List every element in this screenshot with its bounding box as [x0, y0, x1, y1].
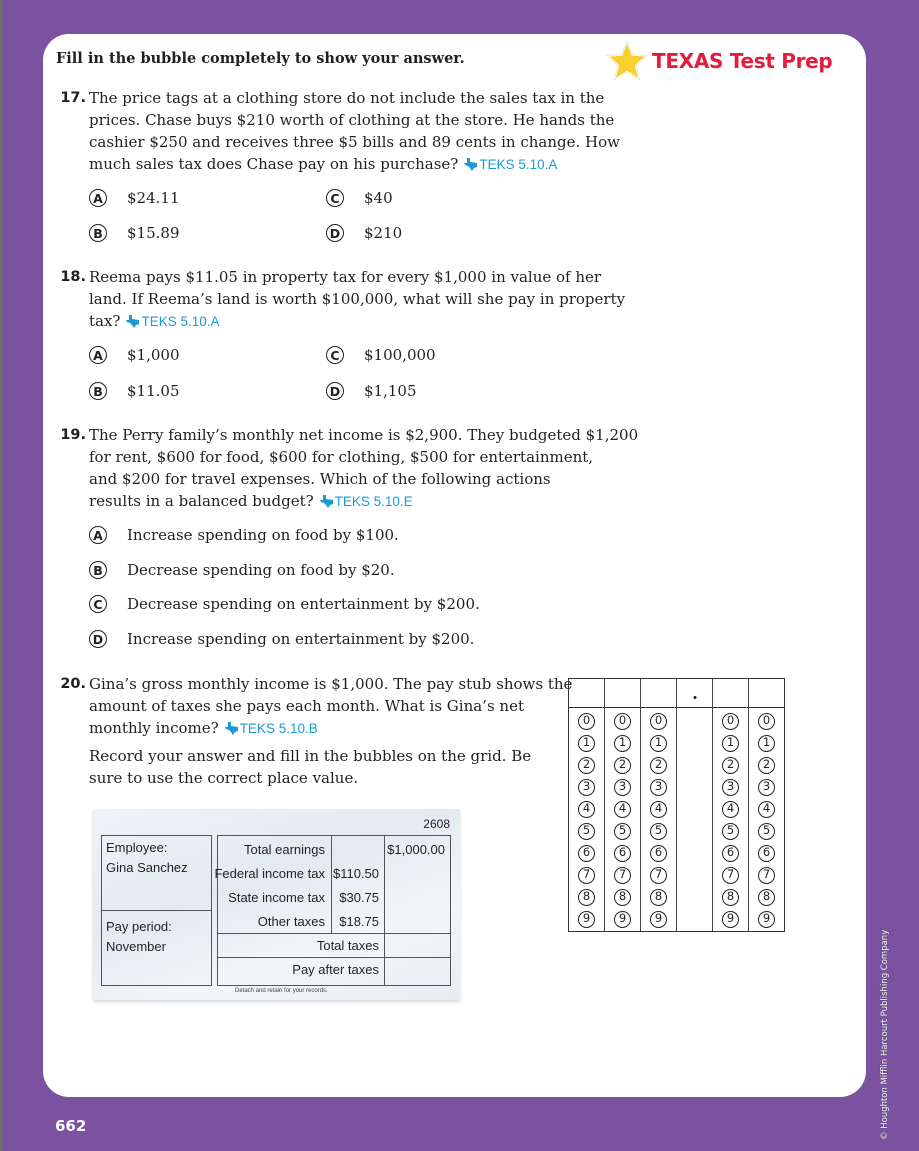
- grid-column-2: [641, 679, 677, 931]
- digit-bubble-4[interactable]: 4: [650, 801, 667, 818]
- option-17-b[interactable]: B $15.89: [89, 224, 180, 242]
- digit-bubble-1[interactable]: 1: [578, 735, 595, 752]
- grid-entry-box[interactable]: [677, 679, 712, 708]
- digit-bubble-4[interactable]: 4: [722, 801, 739, 818]
- question-text: The price tags at a clothing store do not include the sales tax in the prices. Chase buys $210 worth of clothing at the store. He hands the cashier $250 and receives three $5 bills and 89 cents in change. How much sales tax does Chase pay on his purchase? TEKS 5.10.A: [89, 89, 620, 173]
- question-number: 19.: [60, 427, 86, 443]
- grid-column-0: [569, 679, 605, 931]
- digit-bubble-1[interactable]: 1: [614, 735, 631, 752]
- question-number: 18.: [60, 269, 86, 285]
- option-19-d[interactable]: D Increase spending on entertainment by $200.: [89, 630, 474, 648]
- grid-column-5: [749, 679, 784, 931]
- digit-bubble-7[interactable]: 7: [758, 867, 775, 884]
- bubble-b[interactable]: B: [89, 382, 107, 400]
- bubble-c[interactable]: C: [326, 189, 344, 207]
- digit-bubble-9[interactable]: 9: [650, 911, 667, 928]
- bubble-a[interactable]: A: [89, 189, 107, 207]
- digit-bubble-6[interactable]: 6: [578, 845, 595, 862]
- digit-bubble-5[interactable]: 5: [722, 823, 739, 840]
- digit-bubble-8[interactable]: 8: [650, 889, 667, 906]
- digit-bubble-4[interactable]: 4: [614, 801, 631, 818]
- digit-bubble-8[interactable]: 8: [578, 889, 595, 906]
- digit-bubble-2[interactable]: 2: [650, 757, 667, 774]
- texas-icon: [126, 315, 140, 328]
- teks-tag: TEKS 5.10.A: [464, 157, 557, 172]
- question-text: Gina’s gross monthly income is $1,000. The pay stub shows the amount of taxes she pays each month. What is Gina’s net monthly income? TEKS 5.10.B: [89, 675, 573, 737]
- question-number: 17.: [60, 90, 86, 106]
- earnings-table: Total earnings $1,000.00 Federal income tax $110.50 State income tax $30.75 Other taxes $18.75 Total taxes Pay after taxes: [217, 835, 451, 986]
- brand-title: TEXAS Test Prep: [652, 49, 833, 73]
- digit-bubble-4[interactable]: 4: [578, 801, 595, 818]
- answer-grid: [568, 678, 785, 932]
- digit-bubble-2[interactable]: 2: [758, 757, 775, 774]
- texas-icon: [464, 158, 478, 171]
- stub-number: 2608: [423, 817, 450, 831]
- digit-bubble-0[interactable]: 0: [614, 713, 631, 730]
- digit-bubble-1[interactable]: 1: [650, 735, 667, 752]
- bubble-a[interactable]: A: [89, 346, 107, 364]
- brand-logo: [604, 38, 832, 84]
- copyright-notice: © Houghton Mifflin Harcourt Publishing Company: [880, 929, 890, 1140]
- employee-box: Employee: Gina Sanchez: [101, 835, 212, 911]
- digit-bubble-7[interactable]: 7: [650, 867, 667, 884]
- grid-entry-box[interactable]: [713, 679, 748, 708]
- digit-bubble-3[interactable]: 3: [650, 779, 667, 796]
- digit-bubble-5[interactable]: 5: [758, 823, 775, 840]
- digit-bubble-5[interactable]: 5: [650, 823, 667, 840]
- digit-bubble-8[interactable]: 8: [722, 889, 739, 906]
- instruction-text: Fill in the bubble completely to show your answer.: [56, 50, 465, 67]
- digit-bubble-2[interactable]: 2: [614, 757, 631, 774]
- bubble-b[interactable]: B: [89, 224, 107, 242]
- bubble-b[interactable]: B: [89, 561, 107, 579]
- texas-icon: [225, 722, 239, 735]
- digit-bubble-9[interactable]: 9: [722, 911, 739, 928]
- digit-bubble-6[interactable]: 6: [722, 845, 739, 862]
- option-18-a[interactable]: A $1,000: [89, 346, 180, 364]
- digit-bubble-9[interactable]: 9: [578, 911, 595, 928]
- question-text: Reema pays $11.05 in property tax for every $1,000 in value of her land. If Reema’s land is worth $100,000, what will she pay in property tax? TEKS 5.10.A: [89, 268, 626, 330]
- option-17-a[interactable]: A $24.11: [89, 189, 180, 207]
- bubble-d[interactable]: D: [89, 630, 107, 648]
- teks-tag: TEKS 5.10.E: [320, 494, 413, 509]
- left-edge: [0, 0, 3, 1151]
- digit-bubble-3[interactable]: 3: [722, 779, 739, 796]
- bubble-a[interactable]: A: [89, 526, 107, 544]
- digit-bubble-0[interactable]: 0: [578, 713, 595, 730]
- bubble-d[interactable]: D: [326, 224, 344, 242]
- digit-bubble-7[interactable]: 7: [722, 867, 739, 884]
- digit-bubble-8[interactable]: 8: [614, 889, 631, 906]
- bubble-d[interactable]: D: [326, 382, 344, 400]
- digit-bubble-6[interactable]: 6: [614, 845, 631, 862]
- teks-tag: TEKS 5.10.B: [225, 721, 318, 736]
- digit-bubble-7[interactable]: 7: [614, 867, 631, 884]
- digit-bubble-7[interactable]: 7: [578, 867, 595, 884]
- digit-bubble-0[interactable]: 0: [758, 713, 775, 730]
- option-19-c[interactable]: C Decrease spending on entertainment by $200.: [89, 595, 480, 613]
- bubble-c[interactable]: C: [326, 346, 344, 364]
- option-17-c[interactable]: C $40: [326, 189, 393, 207]
- option-19-b[interactable]: B Decrease spending on food by $20.: [89, 561, 395, 579]
- grid-column-4: [713, 679, 749, 931]
- digit-bubble-0[interactable]: 0: [650, 713, 667, 730]
- option-18-b[interactable]: B $11.05: [89, 382, 180, 400]
- digit-bubble-4[interactable]: 4: [758, 801, 775, 818]
- digit-bubble-3[interactable]: 3: [758, 779, 775, 796]
- stub-note: Detach and retain for your records.: [235, 988, 328, 994]
- digit-bubble-5[interactable]: 5: [578, 823, 595, 840]
- grid-column-1: [605, 679, 641, 931]
- digit-bubble-8[interactable]: 8: [758, 889, 775, 906]
- digit-bubble-3[interactable]: 3: [614, 779, 631, 796]
- option-18-c[interactable]: C $100,000: [326, 346, 436, 364]
- digit-bubble-3[interactable]: 3: [578, 779, 595, 796]
- question-number: 20.: [60, 676, 86, 692]
- grid-entry-box[interactable]: [749, 679, 784, 708]
- digit-bubble-9[interactable]: 9: [614, 911, 631, 928]
- period-box: Pay period: November: [101, 910, 212, 986]
- decimal-point: [693, 696, 696, 699]
- option-18-d[interactable]: D $1,105: [326, 382, 417, 400]
- digit-bubble-9[interactable]: 9: [758, 911, 775, 928]
- bubble-c[interactable]: C: [89, 595, 107, 613]
- page-number: 662: [55, 1117, 87, 1135]
- digit-bubble-1[interactable]: 1: [758, 735, 775, 752]
- star-icon: [604, 38, 650, 84]
- question-text: The Perry family’s monthly net income is $2,900. They budgeted $1,200 for rent, $600 for food, $600 for clothing, $500 for entertainment, and $200 for travel expenses. Which of the following actions results in a balanced budget? TEKS 5.10.E: [89, 426, 639, 510]
- digit-bubble-2[interactable]: 2: [722, 757, 739, 774]
- digit-bubble-5[interactable]: 5: [614, 823, 631, 840]
- texas-icon: [320, 495, 334, 508]
- digit-bubble-2[interactable]: 2: [578, 757, 595, 774]
- teks-tag: TEKS 5.10.A: [126, 314, 219, 329]
- digit-bubble-6[interactable]: 6: [650, 845, 667, 862]
- digit-bubble-1[interactable]: 1: [722, 735, 739, 752]
- grid-column-3: [677, 679, 713, 931]
- option-19-a[interactable]: A Increase spending on food by $100.: [89, 526, 399, 544]
- option-17-d[interactable]: D $210: [326, 224, 402, 242]
- digit-bubble-6[interactable]: 6: [758, 845, 775, 862]
- grid-entry-box[interactable]: [641, 679, 676, 708]
- grid-entry-box[interactable]: [569, 679, 604, 708]
- digit-bubble-0[interactable]: 0: [722, 713, 739, 730]
- pay-stub: [93, 809, 460, 1000]
- grid-entry-box[interactable]: [605, 679, 640, 708]
